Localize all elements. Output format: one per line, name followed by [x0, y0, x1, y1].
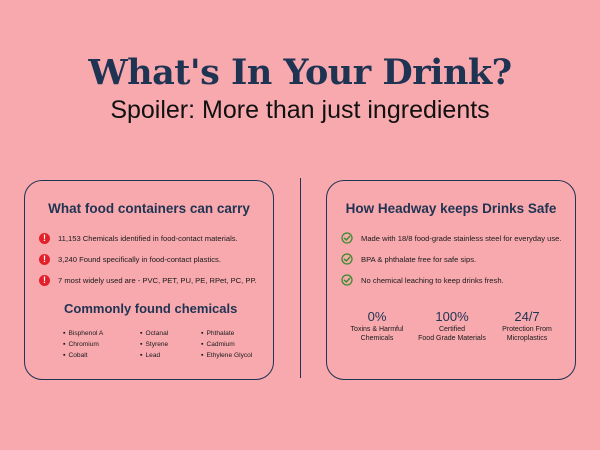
safety-point-row [341, 230, 569, 246]
fact-row [39, 251, 267, 267]
fact-text: 3,240 Found specifically in food-contact plastics. [58, 254, 221, 264]
chemical-item: ▪ Phthalate [201, 328, 252, 339]
chemical-item: ▪ Lead [140, 350, 168, 361]
safety-point-row [341, 251, 569, 267]
exclamation-alert-icon: ! [39, 254, 50, 265]
card-title: How Headway keeps Drinks Safe [345, 201, 557, 216]
chemical-item: ▪ Cobalt [63, 350, 103, 361]
fact-row [39, 230, 267, 246]
safety-point-text: BPA & phthalate free for safe sips. [361, 254, 477, 264]
stat-value: 0% [367, 309, 387, 324]
headway-safety-card [326, 180, 576, 380]
page-title: What's In Your Drink? [88, 52, 512, 93]
chemical-item: ▪ Ethylene Glycol [201, 350, 252, 361]
chemicals-column [201, 328, 252, 361]
stat-label-line2: Microplastics [506, 335, 548, 342]
chemical-item: ▪ Bisphenol A [63, 328, 103, 339]
exclamation-alert-icon: ! [39, 275, 50, 286]
chemicals-column [63, 328, 103, 361]
chemical-item: ▪ Chromium [63, 339, 103, 350]
safety-point-row [341, 272, 569, 288]
food-containers-card [24, 180, 274, 380]
stat-value: 24/7 [514, 309, 540, 324]
check-circle-icon [341, 232, 353, 244]
stat-label-line1: Protection From [502, 326, 552, 333]
safety-point-text: Made with 18/8 food-grade stainless steel for everyday use. [361, 233, 562, 243]
card-title: What food containers can carry [48, 201, 250, 216]
fact-text: 7 most widely used are - PVC, PET, PU, PE, RPet, PC, PP. [58, 275, 257, 285]
center-divider [300, 178, 301, 378]
page-subtitle: Spoiler: More than just ingredients [110, 96, 490, 124]
chemical-item: ▪ Styrene [140, 339, 168, 350]
safety-point-text: No chemical leaching to keep drinks fresh. [361, 275, 504, 285]
check-circle-icon [341, 274, 353, 286]
exclamation-alert-icon: ! [39, 233, 50, 244]
stat-label-line1: Certified [438, 326, 466, 333]
fact-row [39, 272, 267, 288]
chemical-item: ▪ Octanal [140, 328, 168, 339]
stat-label-line2: Chemicals [360, 335, 394, 342]
chemical-item: ▪ Cadmium [201, 339, 252, 350]
stat-protection [482, 309, 572, 343]
stat-label-line2: Food Grade Materials [418, 335, 486, 342]
chemicals-column [140, 328, 168, 361]
stat-label-line1: Toxins & Harmful [350, 326, 404, 333]
chemicals-heading: Commonly found chemicals [64, 301, 238, 316]
fact-text: 11,153 Chemicals identified in food-contact materials. [58, 233, 238, 243]
stat-value: 100% [435, 309, 469, 324]
check-circle-icon [341, 253, 353, 265]
